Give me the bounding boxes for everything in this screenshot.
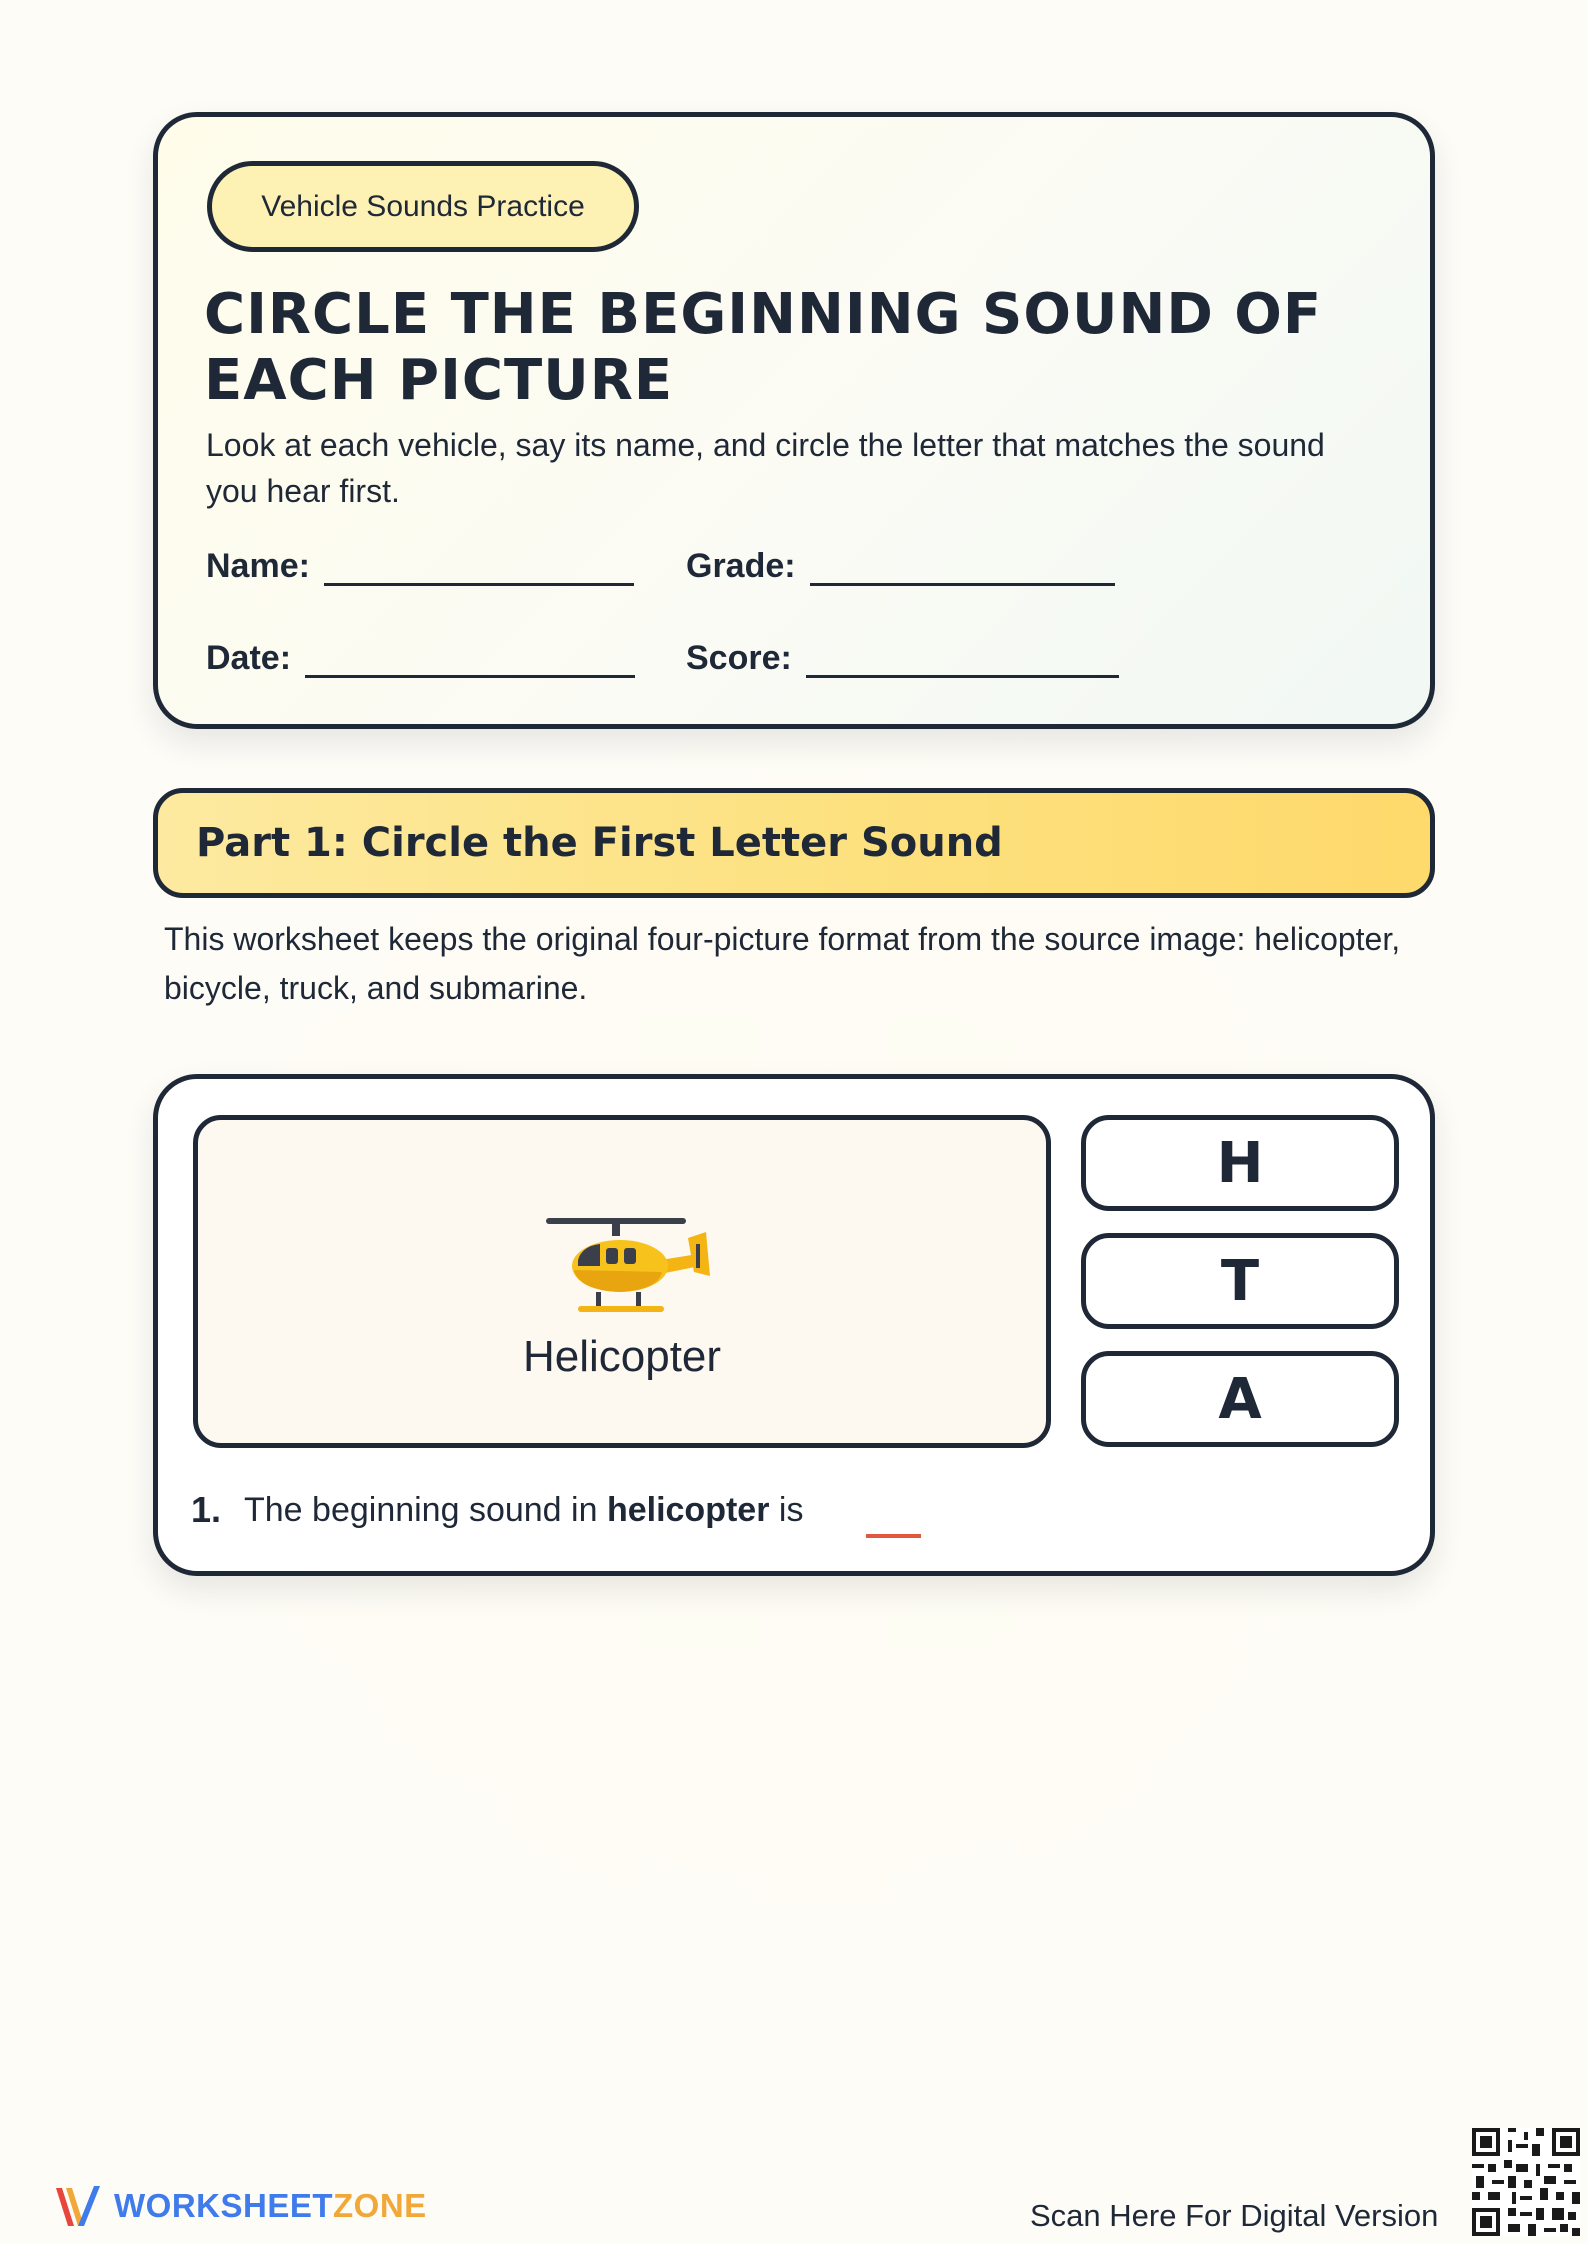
grade-field[interactable] <box>686 547 1115 586</box>
score-field[interactable] <box>686 639 1119 678</box>
prompt-before: The beginning sound in <box>244 1491 598 1529</box>
picture-box <box>193 1115 1051 1448</box>
question-number: 1. <box>191 1489 222 1530</box>
name-blank-line[interactable] <box>324 550 634 586</box>
option-t[interactable]: T <box>1081 1233 1399 1329</box>
part1-heading: Part 1: Circle the First Letter Sound <box>153 788 1435 898</box>
name-label: Name: <box>206 547 310 585</box>
scan-instruction: Scan Here For Digital Version <box>1030 2198 1439 2233</box>
worksheet-title: CIRCLE THE BEGINNING SOUND OF EACH PICTURE <box>204 282 1323 413</box>
date-label: Date: <box>206 639 292 677</box>
worksheetzone-logo <box>54 2180 427 2232</box>
worksheet-header-card <box>153 112 1435 729</box>
qr-code-icon[interactable] <box>1472 2128 1580 2236</box>
grade-blank-line[interactable] <box>810 550 1115 586</box>
score-blank-line[interactable] <box>806 642 1119 678</box>
logo-mark-icon <box>54 2180 102 2232</box>
question-prompt <box>244 1491 803 1530</box>
grade-label: Grade: <box>686 547 796 585</box>
topic-badge: Vehicle Sounds Practice <box>207 161 639 252</box>
date-field[interactable] <box>206 639 635 678</box>
logo-text <box>114 2187 427 2225</box>
date-blank-line[interactable] <box>305 642 635 678</box>
option-a[interactable]: A <box>1081 1351 1399 1447</box>
option-h[interactable]: H <box>1081 1115 1399 1211</box>
prompt-after: is <box>778 1491 804 1529</box>
picture-label: Helicopter <box>522 1332 722 1381</box>
score-label: Score: <box>686 639 792 677</box>
instructions-text: Look at each vehicle, say its name, and circle the letter that matches the sound you hear first. <box>206 427 1325 509</box>
logo-text-worksheet: WORKSHEET <box>114 2187 333 2224</box>
question-card <box>153 1074 1435 1576</box>
answer-blank[interactable] <box>866 1534 921 1538</box>
part1-description: This worksheet keeps the original four-picture format from the source image: helicopter, bicycle, truck, and submarine. <box>164 921 1401 1006</box>
logo-text-zone: ZONE <box>333 2187 427 2224</box>
helicopter-icon <box>538 1210 718 1330</box>
prompt-word: helicopter <box>606 1491 770 1529</box>
name-field[interactable] <box>206 547 634 586</box>
